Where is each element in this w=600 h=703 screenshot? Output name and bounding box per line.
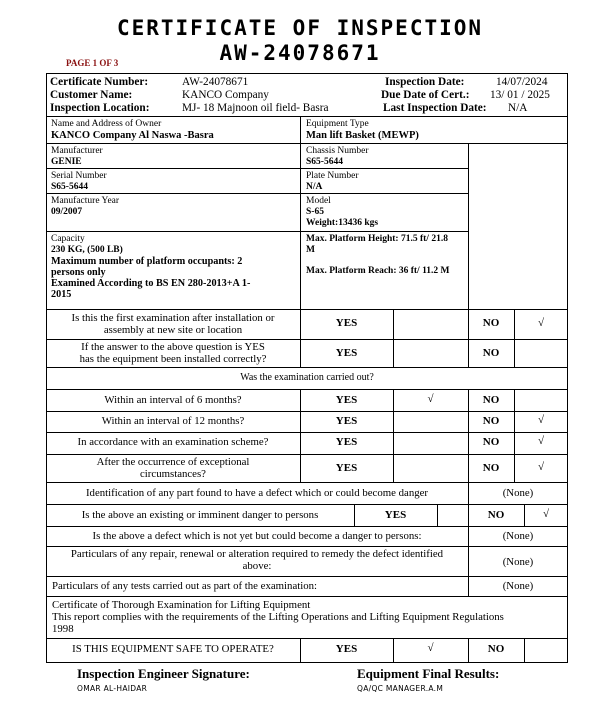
scheme-no: NO: [482, 436, 500, 448]
divider: [46, 367, 568, 368]
column-divider: [437, 504, 438, 526]
model-cell: Model S-65 Weight:13436 kgs: [306, 196, 379, 228]
chassis-cell: Chassis Number S65-5644: [306, 146, 369, 167]
safe-no: NO: [487, 643, 505, 655]
exceptional-yes: YES: [335, 462, 358, 474]
interval-6-no: NO: [482, 394, 500, 406]
divider: [46, 482, 568, 483]
installed-yes: YES: [335, 347, 358, 359]
capacity-cell: Capacity 230 KG, (500 LB) Maximum number of platform occupants: 2 persons only Examined According to BS EN 280-2013+A 1- 2015: [51, 234, 251, 300]
exceptional-no: NO: [482, 462, 500, 474]
safe-to-operate-question: IS THIS EQUIPMENT SAFE TO OPERATE?: [72, 643, 274, 655]
imminent-no-tick: √: [542, 508, 550, 520]
divider: [46, 432, 568, 433]
divider: [46, 168, 468, 169]
divider: [46, 596, 568, 597]
certificate-number-title: AW-24078671: [219, 41, 381, 65]
column-divider: [524, 638, 525, 663]
column-divider: [300, 116, 301, 367]
final-results-signer: QA/QC MANAGER.A.M: [357, 684, 444, 693]
manufacturer-cell: Manufacturer GENIE: [51, 146, 103, 167]
engineer-signature-label: Inspection Engineer Signature:: [77, 666, 250, 681]
tests-particulars-question: Particulars of any tests carried out as part of the examination:: [52, 580, 318, 592]
location-value: MJ- 18 Majnoon oil field- Basra: [182, 102, 329, 114]
repair-particulars-value: (None): [502, 556, 534, 568]
divider: [46, 454, 568, 455]
manufacture-year-cell: Manufacture Year 09/2007: [51, 196, 120, 217]
imminent-yes: YES: [384, 509, 407, 521]
last-inspection-label: Last Inspection Date:: [383, 102, 487, 114]
inspection-date-value: 14/07/2024: [496, 76, 548, 88]
owner-cell: Name and Address of Owner KANCO Company Al Naswa -Basra: [51, 119, 214, 141]
divider: [46, 638, 568, 639]
first-exam-yes: YES: [335, 317, 358, 329]
divider: [46, 504, 568, 505]
divider: [46, 546, 568, 547]
imminent-danger-question: Is the above an existing or imminent danger to persons: [81, 509, 319, 521]
divider: [46, 309, 568, 310]
first-exam-no-tick: √: [537, 317, 545, 329]
interval-12-question: Within an interval of 12 months?: [101, 415, 245, 427]
scheme-question: In accordance with an examination scheme?: [77, 436, 269, 448]
certificate-title: CERTIFICATE OF INSPECTION: [116, 16, 484, 40]
inspection-date-label: Inspection Date:: [385, 76, 465, 88]
interval-6-question: Within an interval of 6 months?: [104, 394, 242, 406]
divider: [46, 576, 568, 577]
future-danger-value: (None): [502, 530, 534, 542]
platform-cell: Max. Platform Height: 71.5 ft/ 21.8 M Max. Platform Reach: 36 ft/ 11.2 M: [306, 234, 450, 276]
final-results-label: Equipment Final Results:: [357, 666, 500, 681]
last-inspection-value: N/A: [508, 102, 528, 114]
scheme-no-tick: √: [537, 435, 545, 447]
first-exam-question: Is this the first examination after installation or assembly at new site or location: [71, 312, 275, 336]
divider: [46, 116, 568, 117]
customer-label: Customer Name:: [50, 89, 133, 101]
equipment-type-cell: Equipment Type Man lift Basket (MEWP): [306, 119, 419, 141]
installed-no: NO: [482, 347, 500, 359]
installed-correctly-question: If the answer to the above question is YES has the equipment been installed correctly?: [79, 341, 267, 365]
divider: [46, 193, 468, 194]
page-indicator: PAGE 1 OF 3: [66, 58, 119, 68]
divider: [46, 231, 468, 232]
column-divider: [393, 309, 394, 367]
repair-particulars-question: Particulars of any repair, renewal or alteration required to remedy the defect identified above:: [70, 548, 444, 572]
interval-12-no-tick: √: [537, 414, 545, 426]
due-date-label: Due Date of Cert.:: [381, 89, 470, 101]
divider: [46, 143, 568, 144]
plate-cell: Plate Number N/A: [306, 171, 359, 192]
engineer-name: OMAR AL-HAIDAR: [77, 684, 148, 693]
interval-12-yes: YES: [335, 415, 358, 427]
divider: [46, 411, 568, 412]
interval-6-yes: YES: [335, 394, 358, 406]
future-danger-question: Is the above a defect which is not yet but could become a danger to persons:: [92, 530, 422, 542]
divider: [46, 389, 568, 390]
cert-number-label: Certificate Number:: [50, 76, 149, 88]
interval-12-no: NO: [482, 415, 500, 427]
exceptional-question: After the occurrence of exceptional circumstances?: [96, 456, 250, 480]
serial-cell: Serial Number S65-5644: [51, 171, 107, 192]
certificate-statement: Certificate of Thorough Examination for Lifting Equipment This report complies with the requirements of the Lifting Operations and Lifting Equipment Regulations 1998: [52, 599, 504, 635]
cert-number-value: AW-24078671: [182, 76, 249, 88]
first-exam-no: NO: [482, 317, 500, 329]
safe-yes: YES: [335, 643, 358, 655]
defect-identification-question: Identification of any part found to have a defect which or could become danger: [85, 487, 429, 499]
safe-yes-tick: √: [427, 642, 434, 654]
divider: [46, 339, 568, 340]
interval-6-yes-tick: √: [427, 393, 434, 405]
customer-value: KANCO Company: [182, 89, 269, 101]
tests-particulars-value: (None): [502, 580, 534, 592]
due-date-value: 13/ 01 / 2025: [490, 89, 550, 101]
carried-out-heading: Was the examination carried out?: [240, 372, 374, 383]
location-label: Inspection Location:: [50, 102, 150, 114]
exceptional-no-tick: √: [537, 461, 545, 473]
imminent-no: NO: [487, 509, 505, 521]
divider: [46, 526, 568, 527]
defect-identification-value: (None): [502, 487, 534, 499]
scheme-yes: YES: [335, 436, 358, 448]
column-divider: [468, 143, 469, 367]
